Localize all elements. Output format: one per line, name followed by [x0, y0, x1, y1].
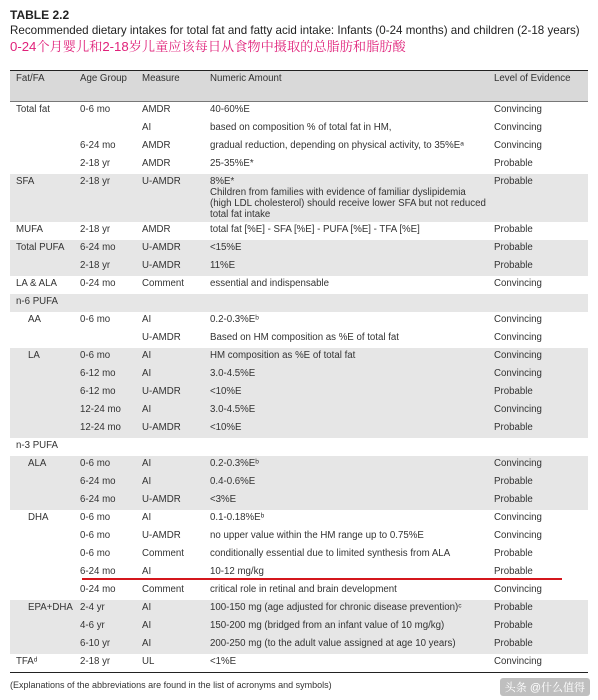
- cell-evidence: Convincing: [494, 314, 542, 325]
- cell-fat-type: [10, 258, 74, 276]
- table-row: [10, 366, 588, 384]
- cell-amount: <10%E: [204, 384, 488, 402]
- cell-age-group: [74, 120, 136, 138]
- cell-fat-type: [10, 636, 74, 654]
- table-row: [10, 312, 588, 330]
- cell-age-group: 2-18 yr: [80, 224, 111, 235]
- cell-age-group: [74, 438, 136, 456]
- cell-evidence: Probable: [488, 618, 588, 636]
- cell-measure: AI: [136, 618, 204, 636]
- cell-evidence: Probable: [494, 566, 533, 577]
- cell-amount: 10-12 mg/kg: [210, 566, 264, 577]
- cell-fat-type: [10, 156, 74, 174]
- cell-age-group: 6-24 mo: [80, 566, 116, 577]
- table-row: [10, 420, 588, 438]
- cell-evidence: Convincing: [494, 512, 542, 523]
- cell-fat-type: [10, 120, 74, 138]
- cell-age-group: 0-24 mo: [80, 278, 116, 289]
- cell-measure: AI: [142, 122, 152, 133]
- cell-evidence: Convincing: [494, 278, 542, 289]
- cell-evidence: Convincing: [494, 530, 542, 541]
- cell-evidence: Probable: [494, 548, 533, 559]
- cell-evidence: Convincing: [494, 104, 542, 115]
- cell-amount: 100-150 mg (age adjusted for chronic disease prevention)ᶜ: [204, 600, 488, 618]
- cell-amount: 3.0-4.5%E: [204, 366, 488, 384]
- cell-measure: U-AMDR: [136, 240, 204, 258]
- cell-age-group: 6-12 mo: [74, 384, 136, 402]
- cell-measure: AMDR: [142, 224, 171, 235]
- cell-evidence: Probable: [488, 258, 588, 276]
- cell-age-group: 6-12 mo: [74, 366, 136, 384]
- cell-measure: AI: [136, 636, 204, 654]
- cell-evidence: Probable: [488, 492, 588, 510]
- cell-evidence: Convincing: [488, 348, 588, 366]
- table-row: [10, 348, 588, 366]
- cell-measure: U-AMDR: [136, 492, 204, 510]
- table-row: [10, 492, 588, 510]
- cell-measure: U-AMDR: [136, 420, 204, 438]
- cell-fat-type: [10, 582, 74, 600]
- cell-age-group: 12-24 mo: [74, 420, 136, 438]
- table-header: [10, 8, 590, 56]
- column-header-evidence: Level of Evidence: [488, 71, 588, 102]
- cell-amount: gradual reduction, depending on physical activity, to 35%Eᵃ: [210, 140, 464, 151]
- table-caption: [10, 23, 590, 56]
- cell-amount: conditionally essential due to limited synthesis from ALA: [210, 548, 451, 559]
- cell-measure: U-AMDR: [142, 530, 181, 541]
- cell-measure: AI: [142, 566, 152, 577]
- cell-age-group: 12-24 mo: [74, 402, 136, 420]
- cell-evidence: Probable: [494, 224, 533, 235]
- table-row: [10, 384, 588, 402]
- footnote: (Explanations of the abbreviations are found in the list of acronyms and symbols): [10, 680, 332, 690]
- cell-evidence: Convincing: [494, 332, 542, 343]
- cell-age-group: [74, 294, 136, 312]
- cell-amount: based on composition % of total fat in HM,: [210, 122, 392, 133]
- cell-age-group: 0-6 mo: [80, 104, 111, 115]
- cell-amount: 25-35%E*: [210, 158, 254, 169]
- cell-evidence: Convincing: [494, 584, 542, 595]
- table-row: [10, 276, 588, 294]
- table-row: [10, 600, 588, 618]
- cell-fat-type: DHA: [28, 512, 49, 523]
- cell-measure: AI: [136, 456, 204, 474]
- cell-age-group: 0-24 mo: [80, 584, 116, 595]
- cell-measure: AI: [136, 402, 204, 420]
- table-row: [10, 174, 588, 222]
- cell-fat-type: TFAᵈ: [16, 656, 38, 667]
- cell-amount: HM composition as %E of total fat: [204, 348, 488, 366]
- caption-chinese: 0-24个月婴儿和2-18岁儿童应该每日从食物中摄取的总脂肪和脂肪酸: [10, 39, 406, 54]
- cell-evidence: Convincing: [488, 456, 588, 474]
- cell-fat-type: LA: [10, 348, 74, 366]
- cell-amount: 150-200 mg (bridged from an infant value of 10 mg/kg): [204, 618, 488, 636]
- cell-evidence: Probable: [488, 636, 588, 654]
- intake-table: [10, 71, 588, 672]
- table-row: [10, 294, 588, 312]
- cell-measure: [136, 294, 204, 312]
- cell-amount: 11%E: [204, 258, 488, 276]
- cell-fat-type: ALA: [10, 456, 74, 474]
- cell-amount: 0.4-0.6%E: [204, 474, 488, 492]
- cell-fat-type: EPA+DHA: [10, 600, 74, 618]
- cell-fat-type: [10, 564, 74, 582]
- table-row: [10, 474, 588, 492]
- cell-measure: Comment: [142, 584, 184, 595]
- cell-fat-type: [10, 420, 74, 438]
- cell-fat-type: [10, 138, 74, 156]
- cell-measure: AI: [136, 600, 204, 618]
- cell-measure: U-AMDR: [142, 332, 181, 343]
- cell-amount: 0.2-0.3%Eᵇ: [204, 456, 488, 474]
- cell-measure: AI: [142, 314, 152, 325]
- table-row: [10, 156, 588, 174]
- table-row: [10, 456, 588, 474]
- cell-age-group: 4-6 yr: [74, 618, 136, 636]
- cell-fat-type: SFA: [10, 174, 74, 222]
- cell-fat-type: Total PUFA: [10, 240, 74, 258]
- cell-age-group: 6-10 yr: [74, 636, 136, 654]
- cell-measure: AI: [136, 366, 204, 384]
- cell-age-group: 2-18 yr: [80, 158, 111, 169]
- cell-age-group: 0-6 mo: [80, 314, 111, 325]
- table-row: [10, 240, 588, 258]
- table-row: [10, 654, 588, 672]
- cell-measure: AMDR: [142, 140, 171, 151]
- cell-age-group: 2-18 yr: [74, 174, 136, 222]
- cell-age-group: 6-24 mo: [80, 140, 116, 151]
- cell-amount: 8%E* Children from families with evidence of familiar dyslipidemia (high LDL cholesterol) should receive lower SFA but not reduced total fat intake: [204, 174, 488, 222]
- table-row: [10, 546, 588, 564]
- table-body: [10, 102, 588, 673]
- cell-measure: U-AMDR: [136, 174, 204, 222]
- column-header-age: Age Group: [74, 71, 136, 102]
- cell-fat-type: n-3 PUFA: [16, 440, 58, 451]
- cell-evidence: Probable: [488, 384, 588, 402]
- cell-evidence: Probable: [488, 240, 588, 258]
- cell-amount: Based on HM composition as %E of total fat: [210, 332, 400, 343]
- table-row: [10, 618, 588, 636]
- cell-age-group: 0-6 mo: [80, 530, 111, 541]
- cell-measure: AI: [136, 348, 204, 366]
- cell-age-group: [74, 330, 136, 348]
- cell-measure: U-AMDR: [136, 384, 204, 402]
- cell-measure: AI: [142, 512, 152, 523]
- cell-fat-type: [10, 528, 74, 546]
- cell-measure: AMDR: [142, 158, 171, 169]
- cell-amount: <1%E: [210, 656, 237, 667]
- cell-amount: 200-250 mg (to the adult value assigned at age 10 years): [204, 636, 488, 654]
- cell-age-group: 0-6 mo: [74, 348, 136, 366]
- cell-measure: U-AMDR: [136, 258, 204, 276]
- table-row: [10, 138, 588, 156]
- cell-age-group: 0-6 mo: [74, 456, 136, 474]
- cell-evidence: [488, 438, 588, 456]
- watermark: 头条 @什么值得: [500, 678, 590, 696]
- cell-measure: Comment: [142, 278, 184, 289]
- cell-age-group: 2-18 yr: [80, 656, 111, 667]
- cell-measure: AI: [136, 474, 204, 492]
- cell-fat-type: [10, 474, 74, 492]
- table-row: [10, 510, 588, 528]
- highlight-underline: [82, 578, 562, 580]
- cell-evidence: [488, 294, 588, 312]
- cell-evidence: Probable: [494, 158, 533, 169]
- cell-evidence: Probable: [488, 420, 588, 438]
- cell-fat-type: [10, 384, 74, 402]
- cell-evidence: Convincing: [494, 656, 542, 667]
- cell-fat-type: [10, 492, 74, 510]
- cell-amount: 0.1-0.18%Eᵇ: [210, 512, 265, 523]
- cell-evidence: Probable: [488, 174, 588, 222]
- cell-fat-type: AA: [28, 314, 41, 325]
- cell-amount: total fat [%E] - SFA [%E] - PUFA [%E] - TFA [%E]: [210, 224, 420, 235]
- cell-amount: 0.2-0.3%Eᵇ: [210, 314, 259, 325]
- cell-fat-type: [10, 330, 74, 348]
- cell-fat-type: LA & ALA: [16, 278, 57, 289]
- table-row: [10, 120, 588, 138]
- cell-fat-type: [10, 618, 74, 636]
- cell-evidence: Convincing: [488, 402, 588, 420]
- cell-fat-type: MUFA: [16, 224, 43, 235]
- cell-fat-type: [10, 546, 74, 564]
- table-row: [10, 102, 588, 121]
- table-row: [10, 330, 588, 348]
- cell-amount: [204, 294, 488, 312]
- cell-fat-type: Total fat: [16, 104, 50, 115]
- table-label: TABLE 2.2: [10, 8, 70, 22]
- table-row: [10, 528, 588, 546]
- column-header-fat: Fat/FA: [10, 71, 74, 102]
- cell-amount: 40-60%E: [210, 104, 250, 115]
- cell-amount: [204, 438, 488, 456]
- cell-age-group: 6-24 mo: [74, 240, 136, 258]
- cell-age-group: 0-6 mo: [80, 548, 111, 559]
- cell-fat-type: [10, 366, 74, 384]
- table-row: [10, 582, 588, 600]
- cell-amount: 3.0-4.5%E: [204, 402, 488, 420]
- cell-evidence: Convincing: [494, 140, 542, 151]
- cell-age-group: 0-6 mo: [80, 512, 111, 523]
- cell-amount: no upper value within the HM range up to 0.75%E: [210, 530, 424, 541]
- cell-age-group: 2-18 yr: [74, 258, 136, 276]
- table-row: [10, 402, 588, 420]
- cell-age-group: 6-24 mo: [74, 492, 136, 510]
- intake-table-wrapper: [10, 70, 588, 673]
- cell-measure: UL: [142, 656, 155, 667]
- table-row: [10, 636, 588, 654]
- cell-age-group: 6-24 mo: [74, 474, 136, 492]
- cell-amount: essential and indispensable: [210, 278, 330, 289]
- cell-amount: <15%E: [204, 240, 488, 258]
- cell-evidence: Convincing: [494, 122, 542, 133]
- column-header-amount: Numeric Amount: [204, 71, 488, 102]
- cell-fat-type: n-6 PUFA: [10, 294, 74, 312]
- table-row: [10, 438, 588, 456]
- cell-amount: critical role in retinal and brain development: [210, 584, 397, 595]
- cell-evidence: Convincing: [488, 366, 588, 384]
- column-header-measure: Measure: [136, 71, 204, 102]
- cell-evidence: Probable: [488, 600, 588, 618]
- cell-evidence: Probable: [488, 474, 588, 492]
- cell-amount: <10%E: [204, 420, 488, 438]
- table-header-row: [10, 71, 588, 102]
- cell-measure: [136, 438, 204, 456]
- cell-measure: Comment: [142, 548, 184, 559]
- cell-measure: AMDR: [142, 104, 171, 115]
- cell-age-group: 2-4 yr: [74, 600, 136, 618]
- cell-fat-type: [10, 402, 74, 420]
- table-row: [10, 222, 588, 240]
- table-row: [10, 258, 588, 276]
- cell-amount: <3%E: [204, 492, 488, 510]
- caption-english: Recommended dietary intakes for total fat and fatty acid intake: Infants (0-24 months) and children (2-18 years): [10, 24, 580, 37]
